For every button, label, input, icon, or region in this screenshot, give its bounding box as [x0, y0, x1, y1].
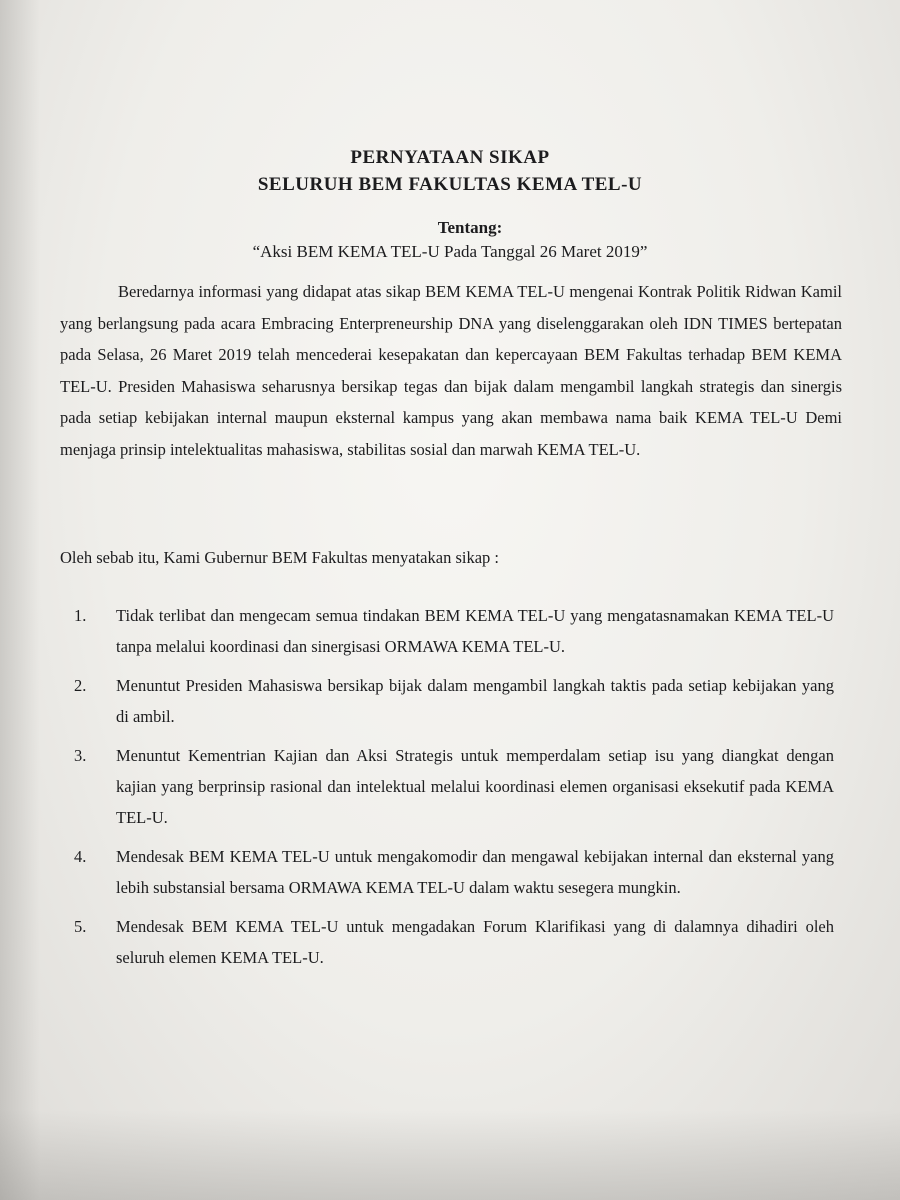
stance-intro: Oleh sebab itu, Kami Gubernur BEM Fakultas menyatakan sikap :: [60, 548, 499, 567]
list-item: [74, 740, 834, 833]
list-item-text: Menuntut Presiden Mahasiswa bersikap bijak dalam mengambil langkah taktis pada setiap kebijakan yang di ambil.: [116, 676, 834, 726]
list-item: [74, 841, 834, 903]
list-item-number: 3.: [74, 746, 87, 765]
stance-list: [74, 600, 834, 981]
title-line-1: PERNYATAAN SIKAP: [350, 147, 550, 168]
page-shadow-bottom: [0, 1110, 900, 1200]
list-item-text: Menuntut Kementrian Kajian dan Aksi Strategis untuk memperdalam setiap isu yang diangkat dengan kajian yang berprinsip rasional dan intelektual melalui koordinasi elemen organisasi eksekutif pada KEMA TEL-U.: [116, 746, 834, 827]
list-item: [74, 670, 834, 732]
list-item: [74, 600, 834, 662]
document-title: [0, 144, 900, 198]
subject-text: “Aksi BEM KEMA TEL-U Pada Tanggal 26 Maret 2019”: [252, 242, 648, 261]
title-line-2: SELURUH BEM FAKULTAS KEMA TEL-U: [257, 174, 643, 195]
list-item-text: Mendesak BEM KEMA TEL-U untuk mengadakan Forum Klarifikasi yang di dalamnya dihadiri oleh seluruh elemen KEMA TEL-U.: [116, 917, 834, 967]
list-item-number: 5.: [74, 917, 87, 936]
list-item-number: 4.: [74, 847, 87, 866]
list-item-number: 2.: [74, 676, 87, 695]
subject-block: [0, 216, 900, 264]
list-item: [74, 911, 834, 973]
list-item-number: 1.: [74, 606, 87, 625]
list-item-text: Tidak terlibat dan mengecam semua tindakan BEM KEMA TEL-U yang mengatasnamakan KEMA TEL-U tanpa melalui koordinasi dan sinergisasi ORMAWA KEMA TEL-U.: [116, 606, 834, 656]
subject-label: Tentang:: [437, 218, 503, 237]
body-paragraph: Beredarnya informasi yang didapat atas sikap BEM KEMA TEL-U mengenai Kontrak Politik Ridwan Kamil yang berlangsung pada acara Embracing Enterpreneurship DNA yang diselenggarakan oleh IDN TIMES bertepatan pada Selasa, 26 Maret 2019 telah mencederai kesepakatan dan kepercayaan BEM Fakultas terhadap BEM KEMA TEL-U. Presiden Mahasiswa seharusnya bersikap tegas dan bijak dalam mengambil langkah strategis dan sinergis pada setiap kebijakan internal maupun eksternal kampus yang akan membawa nama baik KEMA TEL-U Demi menjaga prinsip intelektualitas mahasiswa, stabilitas sosial dan marwah KEMA TEL-U.: [60, 282, 842, 459]
list-item-text: Mendesak BEM KEMA TEL-U untuk mengakomodir dan mengawal kebijakan internal dan eksternal yang lebih substansial bersama ORMAWA KEMA TEL-U dalam waktu sesegera mungkin.: [116, 847, 834, 897]
